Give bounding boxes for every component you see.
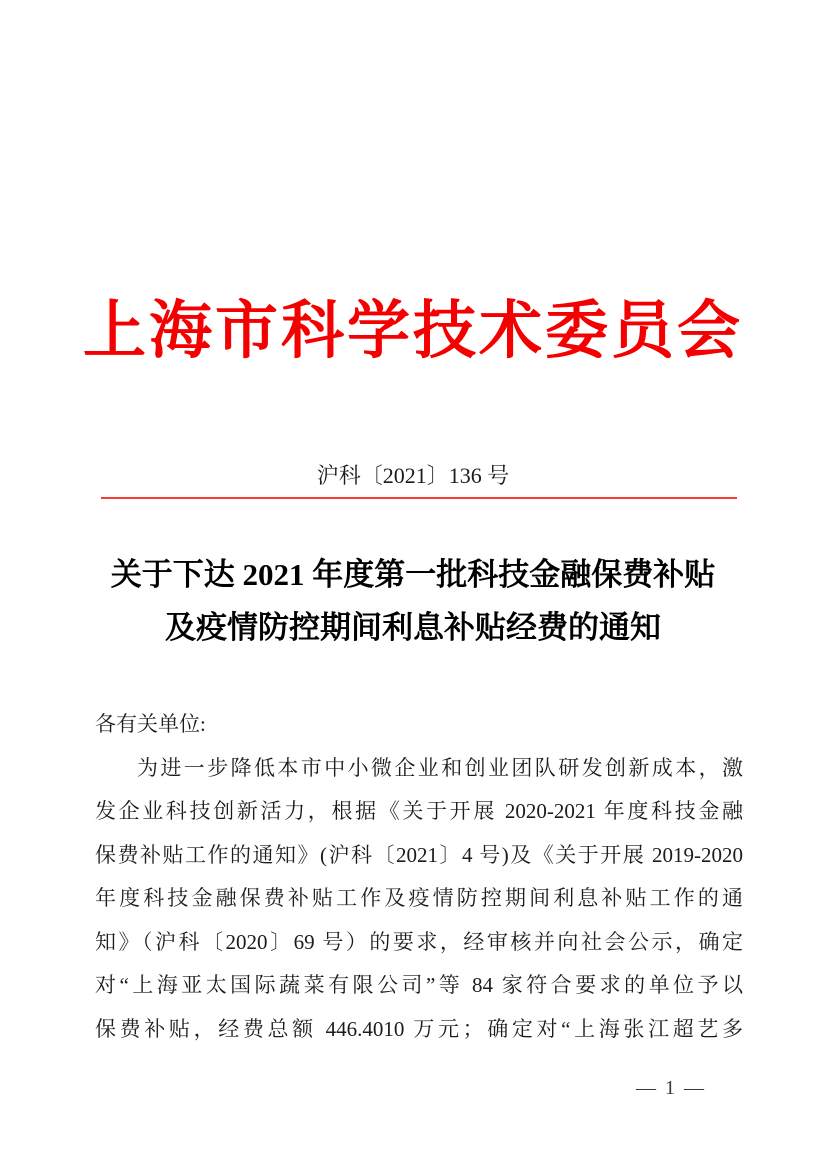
document-body [95, 703, 743, 1051]
body-line: 发企业科技创新活力，根据《关于开展 2020-2021 年度科技金融 [95, 799, 743, 823]
page-number: — 1 — [636, 1077, 706, 1099]
body-line: 年度科技金融保费补贴工作及疫情防控期间利息补贴工作的通 [95, 886, 743, 910]
body-line: 保费补贴工作的通知》(沪科〔2021〕4 号)及《关于开展 2019-2020 [95, 842, 743, 867]
document-number: 沪科〔2021〕136 号 [316, 463, 510, 488]
document-title [40, 548, 786, 654]
body-line: 知》（沪科〔2020〕69 号）的要求，经审核并向社会公示，确定 [95, 929, 743, 954]
body-line: 为进一步降低本市中小微企业和创业团队研发创新成本，激 [137, 755, 743, 780]
document-title-line1: 关于下达 2021 年度第一批科技金融保费补贴 [110, 557, 716, 592]
body-line: 对“上海亚太国际蔬菜有限公司”等 84 家符合要求的单位予以 [95, 973, 743, 997]
agency-title: 上海市科学技术委员会 [83, 296, 743, 366]
body-line: 保费补贴，经费总额 446.4010 万元；确定对“上海张江超艺多 [95, 1016, 743, 1041]
red-divider-line [101, 497, 737, 499]
salutation: 各有关单位: [95, 712, 206, 736]
document-title-line2: 及疫情防控期间利息补贴经费的通知 [165, 610, 661, 645]
